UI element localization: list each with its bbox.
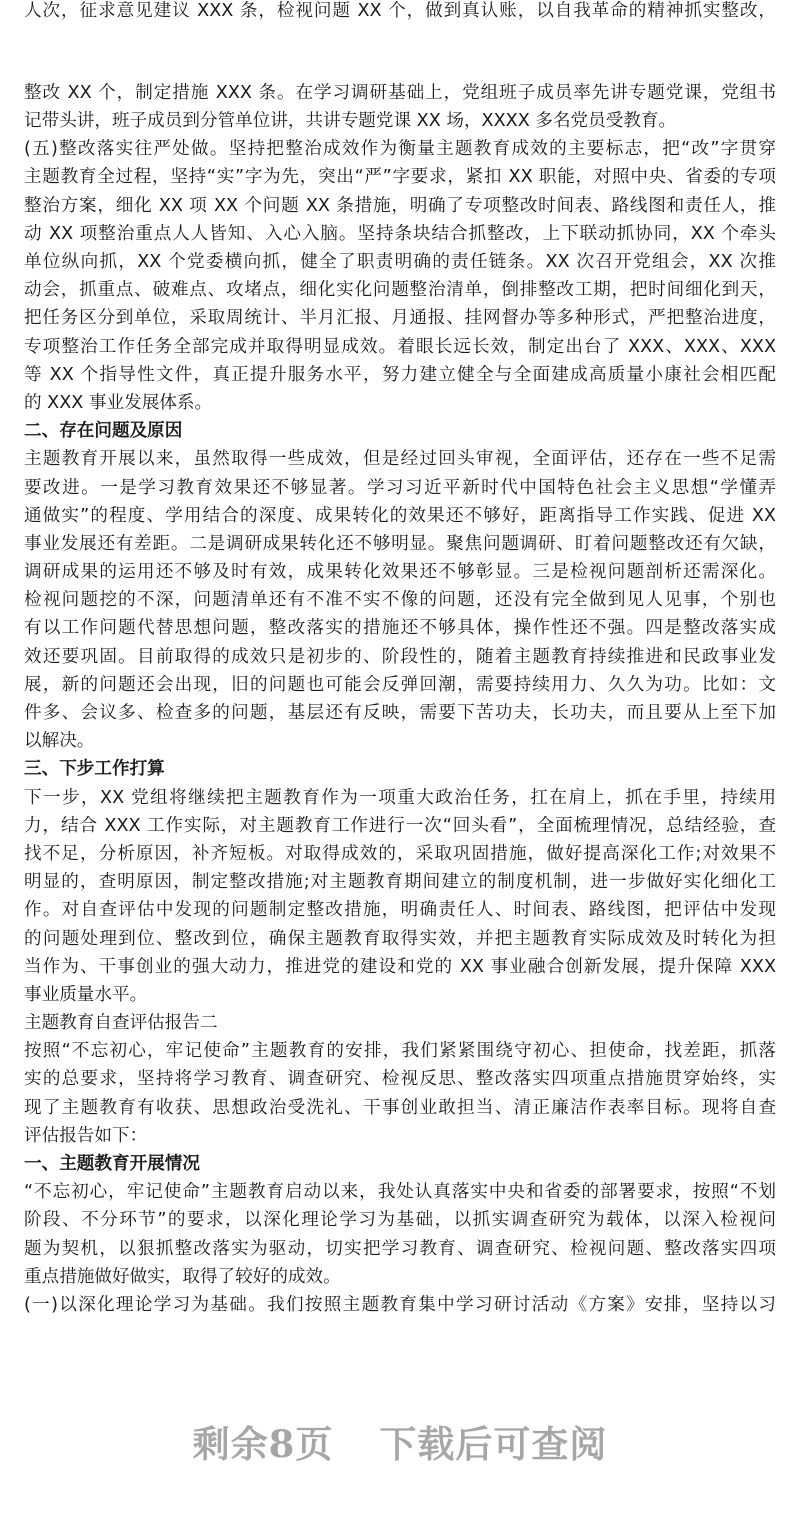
text-line: 事业质量水平。 bbox=[24, 984, 148, 1005]
text-line: 把任务区分到单位，采取周统计、半月汇报、月通报、挂网督办等多种形式，严把整治进度， bbox=[24, 308, 776, 329]
text-line: 二、存在问题及原因 bbox=[24, 421, 183, 442]
paragraph bbox=[24, 445, 776, 755]
text-line: 力，结合 XXX 工作实际，对主题教育工作进行一次“回头看”，全面梳理情况，总结经验，查 bbox=[24, 815, 776, 836]
text-line: 主题教育全过程，坚持“实”字为先，突出“严”字要求，紧扣 XX 职能，对照中央、省委的专项 bbox=[24, 167, 776, 188]
paragraph bbox=[24, 1037, 776, 1150]
text-line: 三、下步工作打算 bbox=[24, 759, 165, 780]
page-gap bbox=[24, 25, 776, 79]
text-line: 事业发展还有差距。二是调研成果转化还不够明显。聚焦问题调研、盯着问题整改还有欠缺， bbox=[24, 533, 776, 554]
text-line: 动 XX 项整治重点人人皆知、入心入脑。坚持条块结合抓整改，上下联动抓协同，XX 个牵头 bbox=[24, 223, 776, 244]
text-line: 一、主题教育开展情况 bbox=[24, 1154, 200, 1174]
text-line: 人次，征求意见建议 XXX 条，检视问题 XX 个，做到真认账，以自我革命的精神抓实整改， bbox=[24, 1, 776, 21]
paragraph bbox=[24, 135, 776, 417]
text-line: 件多、会议多、检查多的问题，基层还有反映，需要下苦功夫，长功夫，而且要从上至下加 bbox=[24, 703, 776, 723]
text-line: 专项整治工作任务全部完成并取得明显成效。着眼长远长效，制定出台了 XXX、XXX、XXX bbox=[24, 336, 776, 357]
text-line: 评估报告如下： bbox=[24, 1125, 148, 1146]
text-line: 通做实”的程度、学用结合的深度、成果转化的效果还不够好，距离指导工作实践、促进 XX bbox=[24, 505, 776, 526]
text-line: (五)整改落实往严处做。坚持把整治成效作为衡量主题教育成效的主要标志，把“改”字贯穿 bbox=[24, 139, 776, 160]
text-line: 当作为、干事创业的强大动力，推进党的建设和党的 XX 事业融合创新发展，提升保障 XXX bbox=[24, 956, 776, 977]
paragraph bbox=[24, 79, 776, 135]
text-line: 阶段、不分环节”的要求，以深化理论学习为基础，以抓实调查研究为载体，以深入检视问 bbox=[24, 1210, 776, 1231]
text-line: 整治方案，细化 XX 项 XX 个问题 XX 条措施，明确了专项整改时间表、路线图和责任人，推 bbox=[24, 195, 776, 216]
paragraph bbox=[24, 0, 776, 25]
text-line: 以解决。 bbox=[24, 731, 95, 752]
text-line: 主题教育开展以来，虽然取得一些成效，但是经过回头审视，全面评估，还存在一些不足需 bbox=[24, 449, 776, 470]
text-line: (一)以深化理论学习为基础。我们按照主题教育集中学习研讨活动《方案》安排，坚持以习 bbox=[24, 1294, 776, 1315]
text-line: 的 XXX 事业发展体系。 bbox=[24, 392, 213, 413]
text-line: 找不足，分析原因，补齐短板。对取得成效的，采取巩固措施，做好提高深化工作;对效果不 bbox=[24, 843, 776, 864]
remaining-pages-text: 剩余8页 bbox=[192, 1422, 334, 1466]
document-body bbox=[24, 0, 776, 1319]
text-line: 展，新的问题还会出现，旧的问题也可能会反弹回潮，需要持续用力、久久为功。比如：文 bbox=[24, 674, 776, 695]
text-line: 动会，抓重点、破难点、攻堵点，细化实化问题整治清单，倒排整改工期，把时间细化到天， bbox=[24, 280, 776, 301]
text-line: 单位纵向抓，XX 个党委横向抓，健全了职责明确的责任链条。XX 次召开党组会，XX 次推 bbox=[24, 252, 776, 272]
text-line: 等 XX 个指导性文件，真正提升服务水平，努力建立健全与全面建成高质量小康社会相匹配 bbox=[24, 364, 776, 385]
text-line: 主题教育自查评估报告二 bbox=[24, 1013, 218, 1034]
text-line: 明显的，查明原因，制定整改措施;对主题教育期间建立的制度机制，进一步做好实化细化工 bbox=[24, 872, 776, 893]
section-heading bbox=[24, 1150, 776, 1178]
section-heading bbox=[24, 417, 776, 445]
preview-limit-banner bbox=[0, 1414, 800, 1468]
report-title bbox=[24, 1009, 776, 1037]
text-line: 作。对自查评估中发现的问题制定整改措施，明确责任人、时间表、路线图，把评估中发现 bbox=[24, 900, 776, 921]
paragraph bbox=[24, 1291, 776, 1319]
text-line: 实的总要求，坚持将学习教育、调查研究、检视反思、整改落实四项重点措施贯穿始终，实 bbox=[24, 1069, 776, 1090]
text-line: 重点措施做好做实，取得了较好的成效。 bbox=[24, 1266, 341, 1287]
text-line: 记带头讲，班子成员到分管单位讲，共讲专题党课 XX 场，XXXX 多名党员受教育。 bbox=[24, 111, 677, 132]
section-heading bbox=[24, 755, 776, 783]
text-line: 调研成果的运用还不够及时有效，成果转化效果还不够彰显。三是检视问题剖析还需深化。 bbox=[24, 562, 776, 583]
text-line: 检视问题挖的不深，问题清单还有不准不实不像的问题，还没有完全做到见人见事，个别也 bbox=[24, 590, 776, 611]
text-line: “不忘初心，牢记使命”主题教育启动以来，我处认真落实中央和省委的部署要求，按照“不划 bbox=[24, 1182, 776, 1203]
text-line: 整改 XX 个，制定措施 XXX 条。在学习调研基础上，党组班子成员率先讲专题党课，党组书 bbox=[24, 82, 776, 103]
text-line: 有以工作问题代替思想问题，整改落实的措施还不够具体，操作性还不强。四是整改落实成 bbox=[24, 618, 776, 639]
text-line: 题为契机，以狠抓整改落实为驱动，切实把学习教育、调查研究、检视问题、整改落实四项 bbox=[24, 1238, 776, 1259]
text-line: 要改进。一是学习教育效果还不够显著。学习习近平新时代中国特色社会主义思想“学懂弄 bbox=[24, 477, 776, 498]
paragraph bbox=[24, 784, 776, 1010]
text-line: 现了主题教育有收获、思想政治受洗礼、干事创业敢担当、清正廉洁作表率目标。现将自查 bbox=[24, 1097, 776, 1118]
download-hint-text[interactable]: 下载后可查阅 bbox=[379, 1422, 608, 1466]
text-line: 下一步，XX 党组将继续把主题教育作为一项重大政治任务，扛在肩上，抓在手里，持续用 bbox=[24, 787, 776, 808]
text-line: 的问题处理到位、整改到位，确保主题教育取得实效，并把主题教育实际成效及时转化为担 bbox=[24, 928, 776, 949]
text-line: 按照“不忘初心，牢记使命”主题教育的安排，我们紧紧围绕守初心、担使命，找差距，抓落 bbox=[24, 1041, 776, 1062]
text-line: 效还要巩固。目前取得的成效只是初步的、阶段性的，随着主题教育持续推进和民政事业发 bbox=[24, 646, 776, 667]
paragraph bbox=[24, 1178, 776, 1291]
